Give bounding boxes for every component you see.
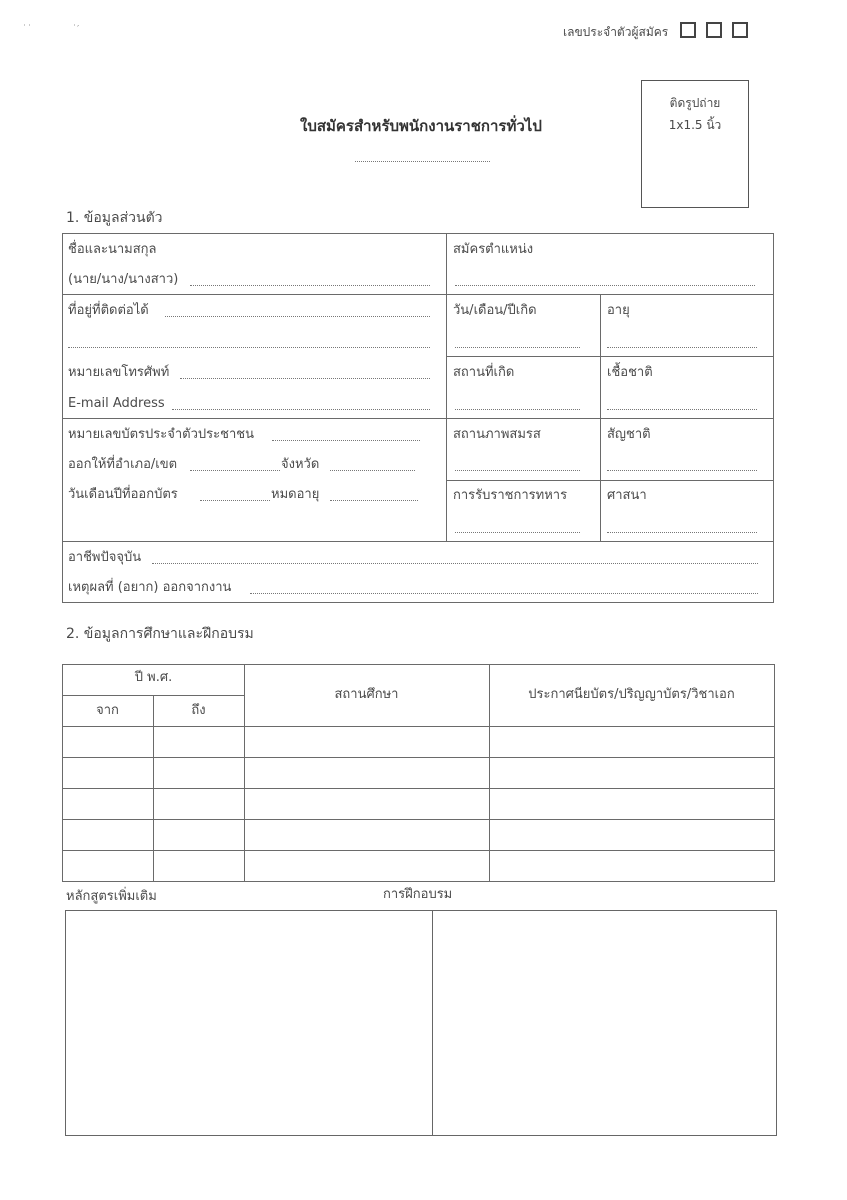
military-field[interactable]: [455, 532, 580, 533]
institution-header: สถานศึกษา: [334, 687, 399, 702]
applicant-id-box-1[interactable]: [680, 22, 696, 38]
edu-cell-to[interactable]: [157, 858, 240, 874]
name-prefix-label: (นาย/นาง/นางสาว): [68, 272, 179, 287]
grid-line: [446, 480, 774, 481]
edu-cell-degree[interactable]: [493, 858, 770, 874]
issued-district-field[interactable]: [190, 470, 280, 471]
reason-label: เหตุผลที่ (อยาก) ออกจากงาน: [68, 580, 232, 595]
grid-line: [62, 757, 775, 758]
dob-field[interactable]: [455, 347, 580, 348]
phone-field[interactable]: [180, 378, 430, 379]
province-field[interactable]: [330, 470, 415, 471]
grid-line: [600, 294, 601, 541]
page-title: ใบสมัครสำหรับพนักงานราชการทั่วไป: [300, 117, 542, 135]
grid-line: [153, 695, 154, 882]
grid-line: [62, 819, 775, 820]
grid-line: [62, 294, 774, 295]
grid-line: [62, 664, 63, 882]
nationality-field[interactable]: [607, 470, 757, 471]
from-header: จาก: [96, 703, 119, 718]
scan-speck: ˙˙: [22, 24, 32, 35]
grid-line: [62, 233, 774, 234]
edu-cell-degree[interactable]: [493, 765, 770, 781]
id-card-label: หมายเลขบัตรประจำตัวประชาชน: [68, 427, 254, 442]
ethnicity-label: เชื้อชาติ: [607, 365, 653, 380]
grid-line: [62, 850, 775, 851]
ethnicity-field[interactable]: [607, 409, 757, 410]
edu-cell-institution[interactable]: [248, 765, 485, 781]
edu-cell-to[interactable]: [157, 827, 240, 843]
edu-cell-from[interactable]: [66, 734, 149, 750]
section2-heading: 2. ข้อมูลการศึกษาและฝึกอบรม: [66, 626, 254, 642]
grid-line: [62, 788, 775, 789]
photo-label-2: 1x1.5 นิ้ว: [668, 118, 722, 132]
grid-line: [62, 664, 775, 665]
birthplace-field[interactable]: [455, 409, 580, 410]
edu-cell-institution[interactable]: [248, 858, 485, 874]
marital-label: สถานภาพสมรส: [453, 427, 541, 442]
expiry-label: หมดอายุ: [271, 487, 320, 502]
edu-cell-to[interactable]: [157, 765, 240, 781]
address-label: ที่อยู่ที่ติดต่อได้: [68, 303, 149, 318]
occupation-field[interactable]: [152, 563, 758, 564]
year-header: ปี พ.ศ.: [134, 670, 173, 685]
applicant-id-box-3[interactable]: [732, 22, 748, 38]
applicant-id-label: เลขประจำตัวผู้สมัคร: [563, 25, 669, 39]
edu-cell-from[interactable]: [66, 765, 149, 781]
extra-courses-label: หลักสูตรเพิ่มเติม: [66, 889, 157, 904]
grid-line: [62, 726, 775, 727]
edu-cell-degree[interactable]: [493, 827, 770, 843]
photo-box: [641, 80, 749, 208]
edu-cell-degree[interactable]: [493, 796, 770, 812]
expiry-field[interactable]: [330, 500, 418, 501]
issue-date-field[interactable]: [200, 500, 270, 501]
edu-cell-institution[interactable]: [248, 734, 485, 750]
issued-district-label: ออกให้ที่อำเภอ/เขต: [68, 457, 178, 472]
email-label: E-mail Address: [68, 396, 165, 411]
edu-cell-from[interactable]: [66, 796, 149, 812]
religion-field[interactable]: [607, 532, 757, 533]
training-label: การฝึกอบรม: [383, 887, 453, 902]
edu-cell-to[interactable]: [157, 796, 240, 812]
nationality-label: สัญชาติ: [607, 427, 651, 442]
applicant-id-box-2[interactable]: [706, 22, 722, 38]
grid-line: [774, 664, 775, 882]
grid-line: [773, 233, 774, 603]
dob-label: วัน/เดือน/ปีเกิด: [453, 303, 537, 318]
edu-cell-to[interactable]: [157, 734, 240, 750]
courses-training-box: [65, 910, 777, 1136]
phone-label: หมายเลขโทรศัพท์: [68, 365, 170, 380]
name-field[interactable]: [190, 285, 430, 286]
occupation-label: อาชีพปัจจุบัน: [68, 550, 142, 565]
grid-line: [62, 541, 774, 542]
military-label: การรับราชการทหาร: [453, 488, 568, 503]
title-blank[interactable]: [355, 161, 490, 162]
grid-line: [62, 418, 774, 419]
religion-label: ศาสนา: [607, 488, 647, 503]
extra-courses-area[interactable]: [66, 911, 433, 1135]
email-field[interactable]: [172, 409, 430, 410]
address-field-2[interactable]: [68, 347, 430, 348]
edu-cell-from[interactable]: [66, 827, 149, 843]
edu-cell-from[interactable]: [66, 858, 149, 874]
address-field-1[interactable]: [165, 316, 430, 317]
age-field[interactable]: [607, 347, 757, 348]
birthplace-label: สถานที่เกิด: [453, 365, 515, 380]
grid-line: [446, 233, 447, 541]
degree-header: ประกาศนียบัตร/ปริญญาบัตร/วิชาเอก: [528, 687, 735, 702]
photo-label-1: ติดรูปถ่าย: [669, 96, 721, 110]
edu-cell-institution[interactable]: [248, 827, 485, 843]
position-label: สมัครตำแหน่ง: [453, 242, 534, 257]
training-area[interactable]: [433, 911, 776, 1135]
scan-speck: ˙′: [72, 24, 80, 35]
province-label: จังหวัด: [281, 457, 320, 472]
age-label: อายุ: [607, 303, 630, 318]
id-card-field[interactable]: [272, 440, 420, 441]
grid-line: [62, 881, 775, 882]
grid-line: [446, 356, 774, 357]
marital-field[interactable]: [455, 470, 580, 471]
to-header: ถึง: [191, 703, 206, 718]
reason-field[interactable]: [250, 593, 758, 594]
edu-cell-institution[interactable]: [248, 796, 485, 812]
edu-cell-degree[interactable]: [493, 734, 770, 750]
issue-date-label: วันเดือนปีที่ออกบัตร: [68, 487, 178, 502]
grid-line: [62, 233, 63, 603]
name-label: ชื่อและนามสกุล: [68, 242, 157, 257]
grid-line: [62, 602, 774, 603]
section1-heading: 1. ข้อมูลส่วนตัว: [66, 210, 163, 226]
position-field[interactable]: [455, 285, 755, 286]
